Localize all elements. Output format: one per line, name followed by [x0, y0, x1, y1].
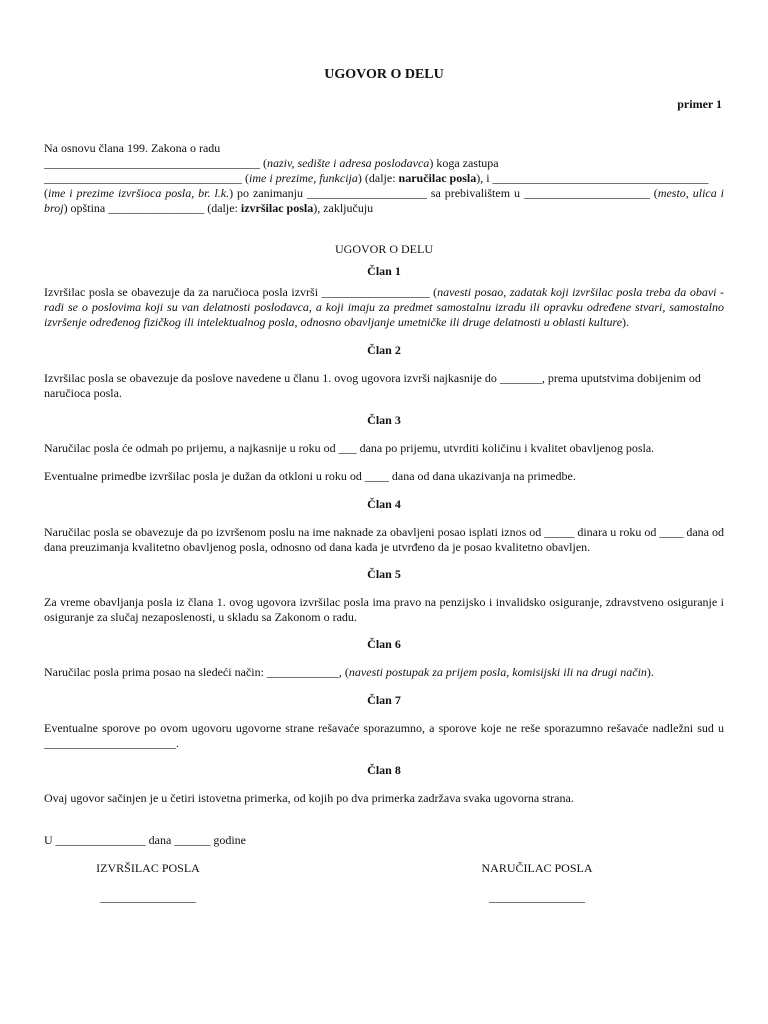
intro-line-4-mid: ) po zanimanju ____________________ sa prebivalištem u _____________________ (	[229, 186, 658, 200]
intro-line-4-mid2: ) opština ________________ (dalje:	[63, 201, 241, 215]
article-8-text: Ovaj ugovor sačinjen je u četiri istovetna primerka, od kojih po dva primerka zadržava svaka ugovorna strana.	[44, 791, 574, 805]
example-label: primer 1	[677, 97, 722, 111]
intro-line-3-end: ), i ____________________________________	[476, 171, 709, 185]
contractor-signature-label: IZVRŠILAC POSLA	[96, 861, 200, 875]
article-3-text-2: Eventualne primedbe izvršilac posla je dužan da otkloni u roku od ____ dana od dana ukazivanja na primedbe.	[44, 469, 576, 483]
client-term: naručilac posla	[398, 171, 477, 185]
article-1-heading: Član 1	[367, 264, 401, 278]
article-1-hint: navesti posao, zadatak koji izvršilac posla treba da obavi - radi se o poslovima koji su van delatnosti poslodavca, a koji imaju za predmet samostalnu izradu ili opravku određene stvari, samostalno izvršenje određenog fizičkog ili intelektualnog posla, odnosno obavljanje umetničke ili druge delatnosti u oblasti kulture	[44, 285, 725, 329]
intro-line-3-mid: (dalje:	[361, 171, 399, 185]
document-page	[44, 0, 724, 1024]
article-2-heading: Član 2	[367, 343, 401, 357]
contract-subtitle: UGOVOR O DELU	[335, 242, 433, 256]
intro-line-4-end: ), zaključuju	[313, 201, 374, 215]
article-1-text	[44, 285, 724, 330]
place-date-line: U _______________ dana ______ godine	[44, 833, 246, 847]
article-4-text: Naručilac posla se obavezuje da po izvršenom poslu na ime naknade za obavljeni posao isplati iznos od _____ dinara u roku od ____ dana od dana preuzimanja kvalitetno obavljenog posla, odnosno od dana kada je utvrđeno da je posao kvalitetno obavljen.	[44, 525, 724, 554]
article-6-hint: navesti postupak za prijem posla, komisijski ili na drugi način	[348, 665, 647, 679]
article-3-heading: Član 3	[367, 413, 401, 427]
article-5-text: Za vreme obavljanja posla iz člana 1. ovog ugovora izvršilac posla ima pravo na penzijsko i invalidsko osiguranje, zdravstveno osiguranje i osiguranje za slučaj nezaposlenosti, u skladu sa Zakonom o radu.	[44, 595, 724, 624]
article-6-heading: Član 6	[367, 637, 401, 651]
article-1-text-b: ).	[622, 315, 630, 329]
client-signature-label: NARUČILAC POSLA	[481, 861, 593, 875]
article-3-text-1: Naručilac posla će odmah po prijemu, a najkasnije u roku od ___ dana po prijemu, utvrditi količinu i kvalitet obavljenog posla.	[44, 441, 655, 455]
client-signature-line: ________________	[489, 890, 585, 904]
article-5-heading: Član 5	[367, 567, 401, 581]
client-signature-block	[457, 861, 617, 905]
blank-employer: ____________________________________	[44, 156, 260, 170]
article-8-heading: Član 8	[367, 763, 401, 777]
article-6-text-a: Naručilac posla prima posao na sledeći način: ____________, (	[44, 665, 349, 679]
hint-representative: ime i prezime, funkcija	[249, 171, 358, 185]
article-6-text-b: ).	[646, 665, 654, 679]
contractor-term: izvršilac posla	[240, 201, 314, 215]
intro-line-2: ____________________________________ (naziv, sedište i adresa poslodavca) koga zastupa	[44, 156, 499, 170]
intro-line-3: _________________________________ (ime i prezime, funkcija) (dalje: naručilac posla), i ____________________________________	[44, 171, 709, 185]
hint-employer: naziv, sedište i adresa poslodavca	[267, 156, 430, 170]
intro-line-1: Na osnovu člana 199. Zakona o radu	[44, 141, 221, 155]
intro-line-2-rest: koga zastupa	[433, 156, 499, 170]
blank-representative: _________________________________	[44, 171, 242, 185]
document-title: UGOVOR O DELU	[324, 67, 444, 82]
hint-address: mesto, ulica i broj	[44, 186, 724, 215]
article-7-text: Eventualne sporove po ovom ugovoru ugovorne strane rešavaće sporazumno, a sporove koje ne reše sporazumno rešavaće nadležni sud u ______________________.	[44, 721, 724, 750]
intro-line-4: (ime i prezime izvršioca posla, br. l.k.) po zanimanju ____________________ sa prebivalištem u _____________________ (mesto, ulica i broj) opština ________________ (dalje: izvršilac posla), zaključuju	[44, 186, 724, 215]
article-7-heading: Član 7	[367, 693, 401, 707]
hint-contractor: ime i prezime izvršioca posla, br. l.k.	[48, 186, 230, 200]
intro-section	[44, 141, 724, 216]
article-6-text	[44, 665, 724, 680]
article-1-text-a: Izvršilac posla se obavezuje da za naručioca posla izvrši __________________ (	[44, 285, 438, 299]
article-2-text: Izvršilac posla se obavezuje da poslove navedene u članu 1. ovog ugovora izvrši najkasnije do _______, prema uputstvima dobijenim od naručioca posla.	[44, 371, 701, 400]
article-4-heading: Član 4	[367, 497, 401, 511]
contractor-signature-block	[68, 861, 228, 905]
contractor-signature-line: ________________	[100, 890, 196, 904]
